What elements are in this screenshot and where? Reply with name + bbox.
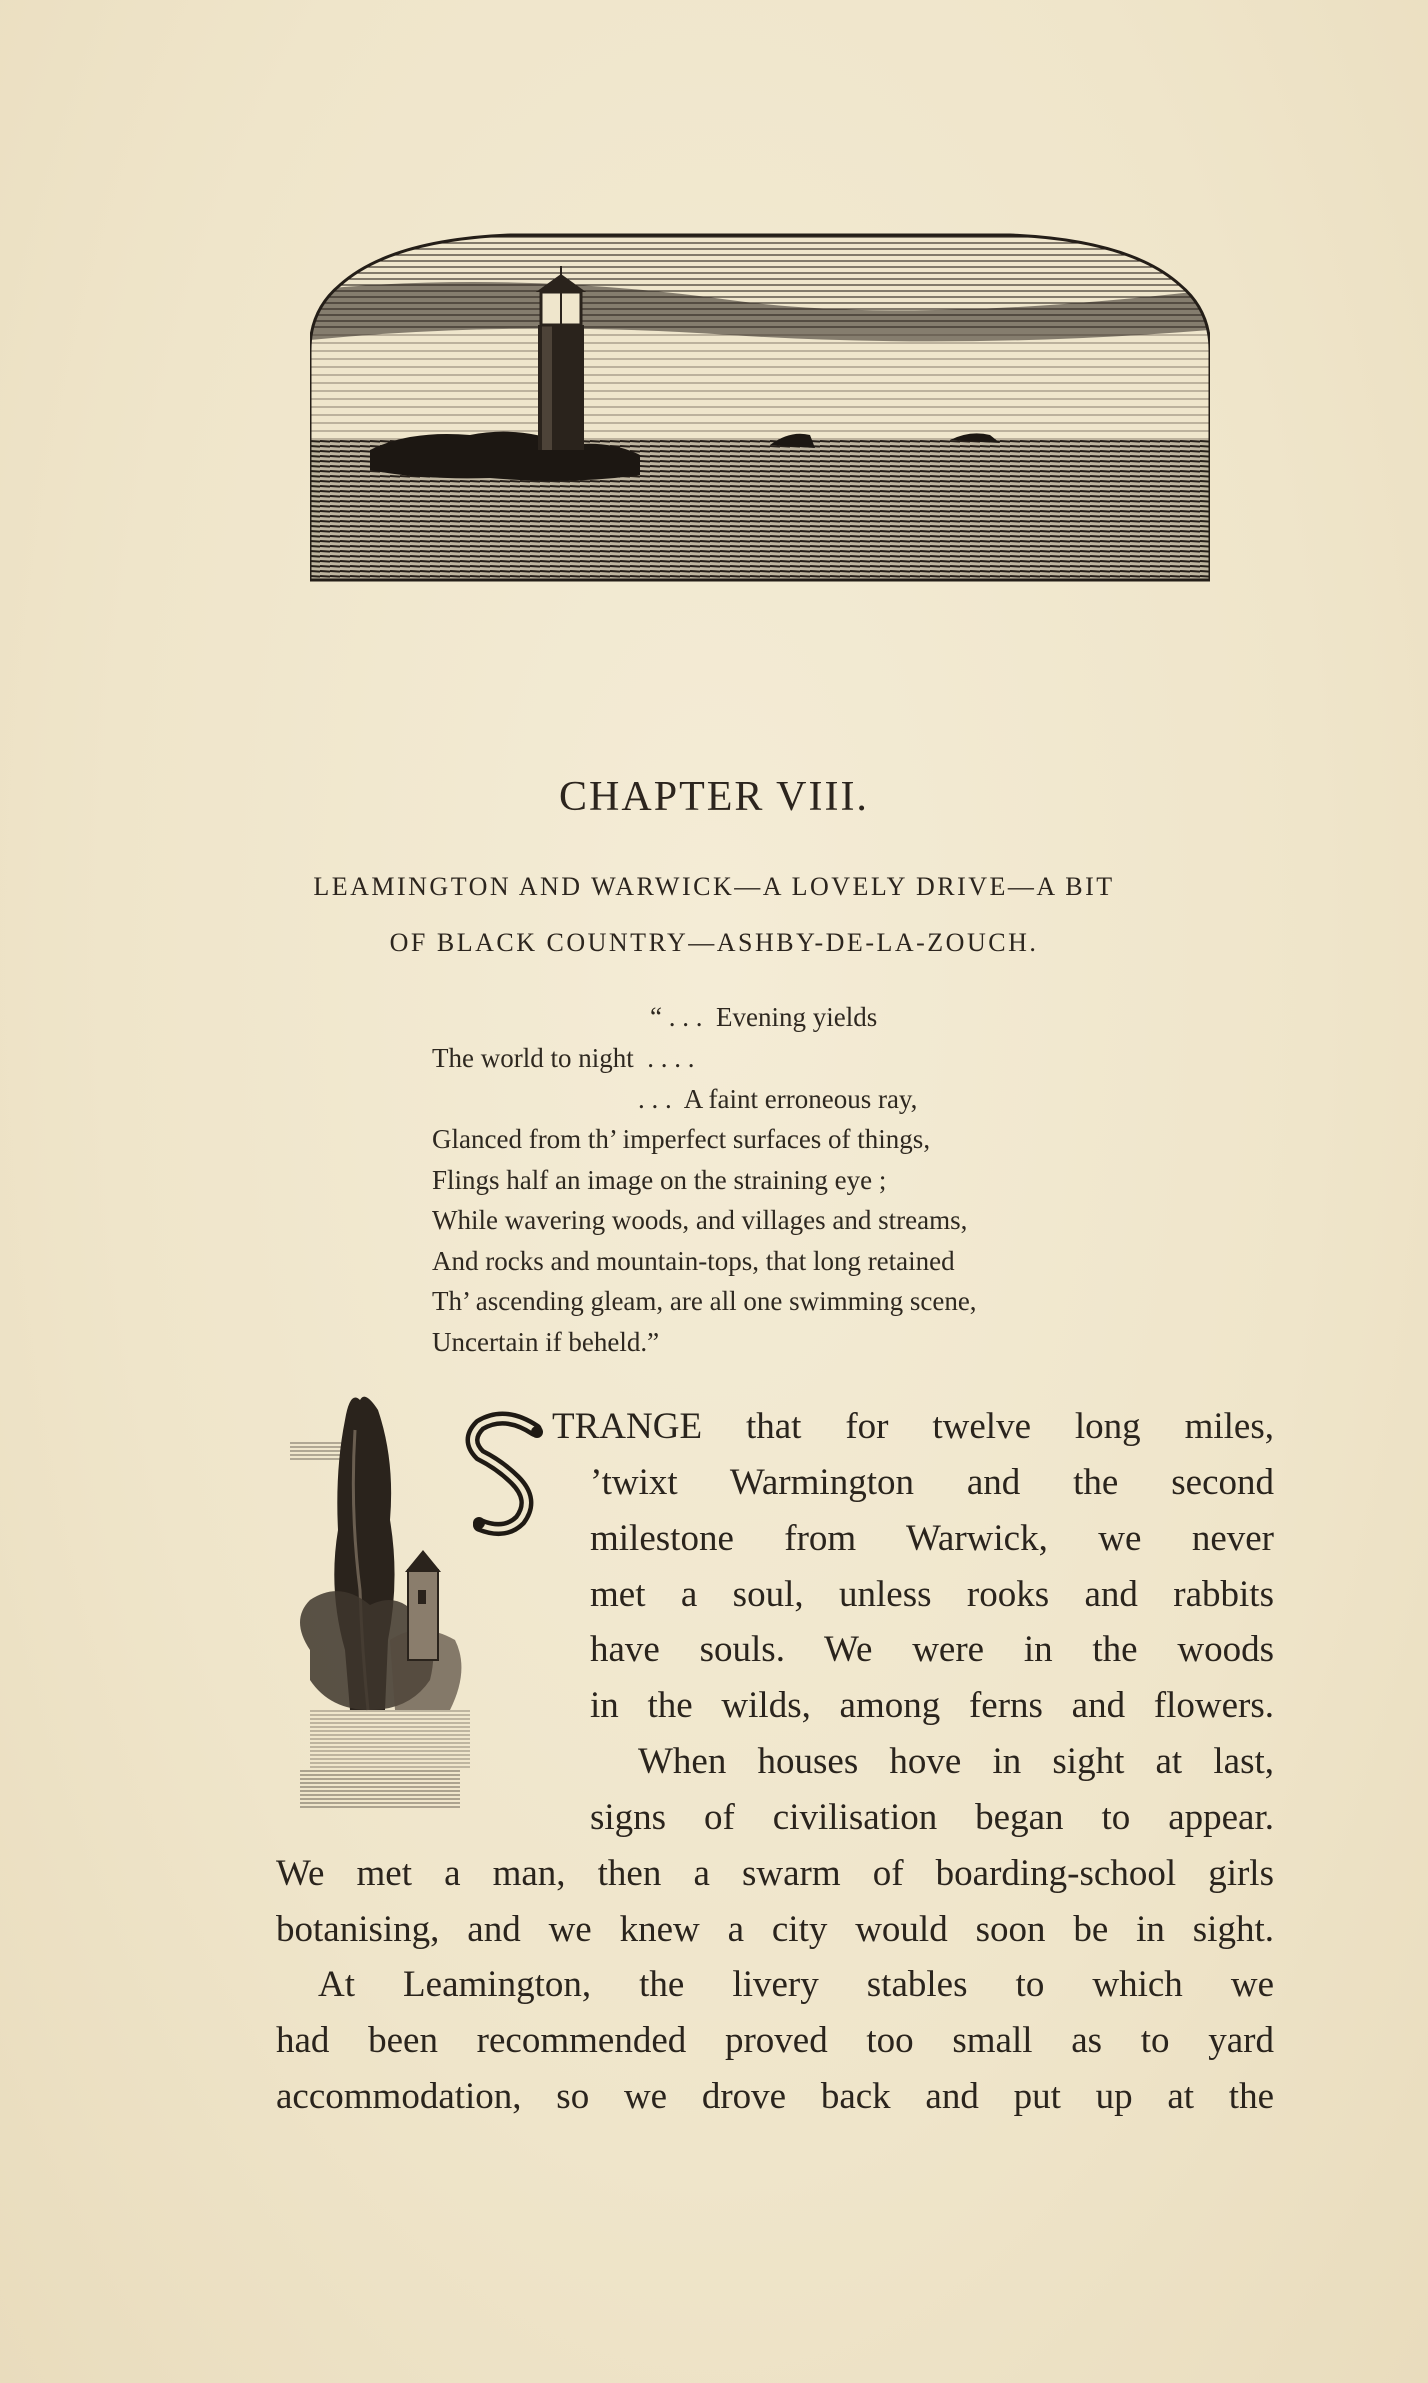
poem-line: Uncertain if beheld.” <box>432 1327 660 1357</box>
poem-line: . . . A faint erroneous ray, <box>638 1084 918 1114</box>
body-text-line: in the wilds, among ferns and flowers. <box>590 1685 1274 1726</box>
body-text-line: TRANGE that for twelve long miles, <box>552 1406 1274 1447</box>
poem-line: Glanced from th’ imperfect surfaces of things, <box>432 1124 931 1154</box>
body-text-line: When houses hove in sight at last, <box>638 1741 1274 1782</box>
body-text-line: ’twixt Warmington and the second <box>590 1462 1274 1503</box>
lighthouse-engraving <box>310 230 1210 582</box>
poem-line: And rocks and mountain-tops, that long retained <box>432 1246 955 1276</box>
poem-line: Th’ ascending gleam, are all one swimming scene, <box>432 1286 977 1316</box>
poem-line: Flings half an image on the straining eye ; <box>432 1165 887 1195</box>
poem-line: While wavering woods, and villages and streams, <box>432 1205 968 1235</box>
drop-cap-s-illustration <box>290 1390 550 1832</box>
chapter-subtitle-line-1: LEAMINGTON AND WARWICK—A LOVELY DRIVE—A BIT <box>313 872 1115 901</box>
body-text-line: We met a man, then a swarm of boarding-school girls <box>276 1853 1274 1894</box>
body-text-line: met a soul, unless rooks and rabbits <box>590 1574 1274 1615</box>
body-text-line: milestone from Warwick, we never <box>590 1518 1274 1559</box>
body-text-line: signs of civilisation began to appear. <box>590 1797 1274 1838</box>
body-text-line: accommodation, so we drove back and put up at the <box>276 2076 1274 2117</box>
body-text-line: At Leamington, the livery stables to which we <box>318 1964 1274 2005</box>
chapter-title: CHAPTER VIII. <box>559 774 869 820</box>
body-text-line: have souls. We were in the woods <box>590 1629 1274 1670</box>
body-text-line: had been recommended proved too small as to yard <box>276 2020 1274 2061</box>
chapter-subtitle-line-2: OF BLACK COUNTRY—ASHBY-DE-LA-ZOUCH. <box>389 928 1039 957</box>
poem-line: “ . . . Evening yields <box>650 1002 878 1032</box>
body-text-line: botanising, and we knew a city would soon be in sight. <box>276 1909 1274 1950</box>
poem-line: The world to night . . . . <box>432 1043 695 1073</box>
